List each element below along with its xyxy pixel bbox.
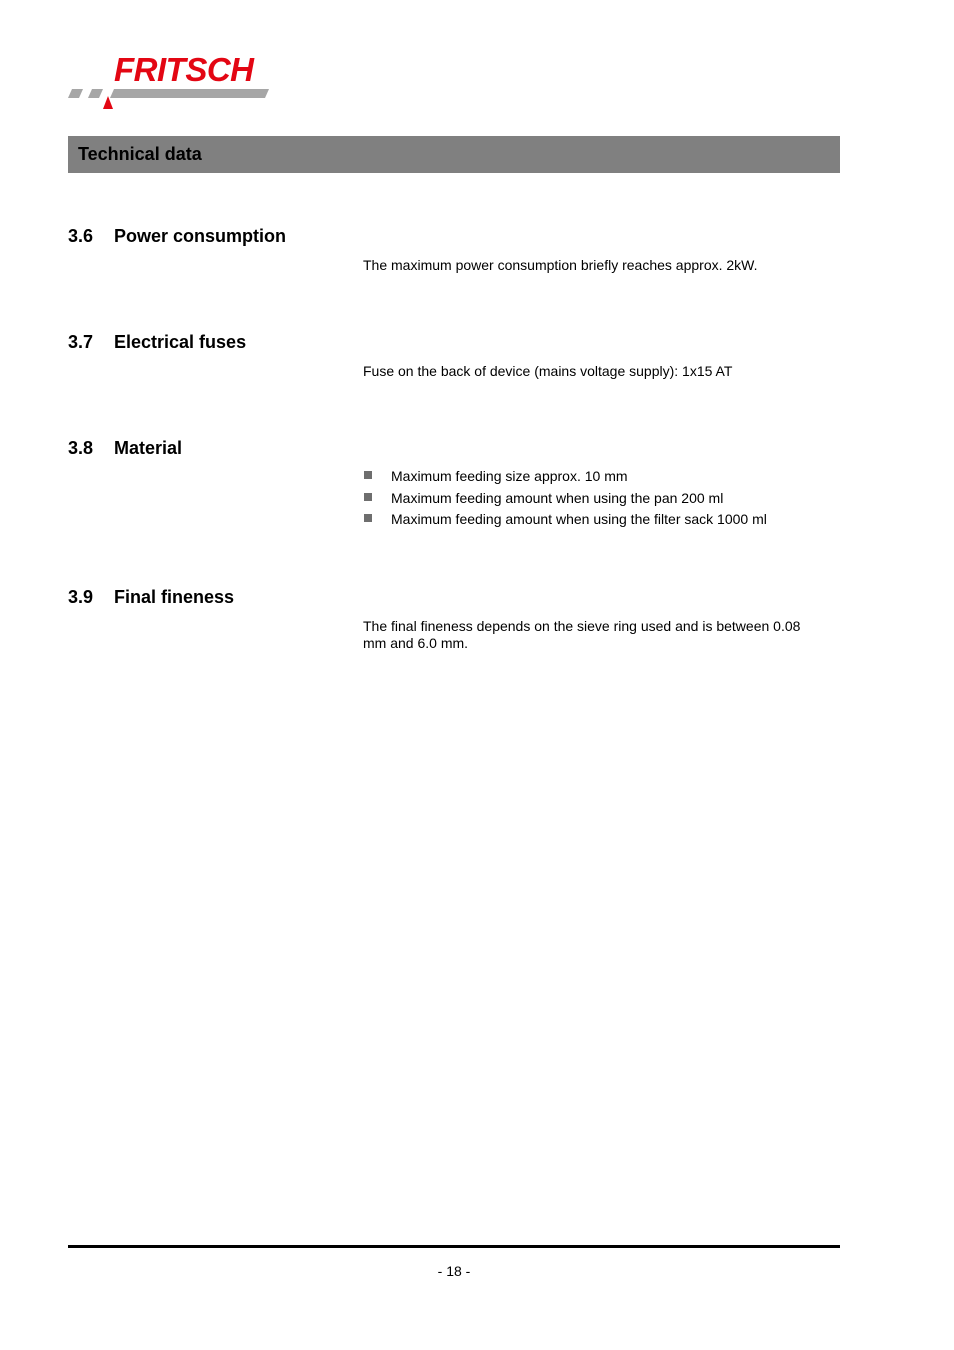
section-number: 3.9 bbox=[68, 587, 94, 607]
material-bullet-list bbox=[363, 468, 767, 533]
list-item bbox=[363, 511, 767, 533]
list-item-text: Maximum feeding amount when using the filter sack 1000 ml bbox=[391, 511, 767, 527]
logo-bar bbox=[110, 89, 269, 98]
list-item-text: Maximum feeding amount when using the pan 200 ml bbox=[391, 489, 724, 506]
section-heading-electrical-fuses bbox=[68, 331, 246, 353]
section-heading-power-consumption bbox=[68, 225, 286, 247]
section-number: 3.6 bbox=[68, 226, 94, 246]
electrical-fuses-text: Fuse on the back of device (mains voltage supply): 1x15 AT bbox=[363, 363, 733, 379]
logo-stripe-1 bbox=[68, 89, 83, 98]
section-title: Electrical fuses bbox=[114, 332, 247, 352]
footer-rule bbox=[68, 1245, 840, 1248]
chapter-title: Technical data bbox=[78, 144, 202, 164]
square-bullet-icon bbox=[364, 471, 372, 479]
section-heading-material bbox=[68, 437, 182, 459]
section-number: 3.8 bbox=[68, 438, 94, 458]
logo-stripe-2 bbox=[88, 89, 103, 98]
section-heading-final-fineness bbox=[68, 586, 234, 608]
page-number: - 18 - bbox=[437, 1263, 471, 1279]
square-bullet-icon bbox=[364, 493, 372, 501]
fritsch-logo bbox=[66, 52, 286, 112]
chapter-header-bar bbox=[68, 136, 840, 173]
section-title: Material bbox=[114, 438, 183, 458]
section-title: Final fineness bbox=[114, 587, 235, 607]
section-number: 3.7 bbox=[68, 332, 94, 352]
section-title: Power consumption bbox=[114, 226, 287, 246]
list-item-text: Maximum feeding size approx. 10 mm bbox=[391, 468, 628, 484]
list-item bbox=[363, 468, 767, 490]
list-item bbox=[363, 490, 767, 512]
logo-wordmark: FRITSCH bbox=[114, 51, 254, 88]
square-bullet-icon bbox=[364, 514, 372, 522]
final-fineness-text: The final fineness depends on the sieve ring used and is between 0.08 mm and 6.0 mm. bbox=[363, 618, 801, 651]
power-consumption-text: The maximum power consumption briefly reaches approx. 2kW. bbox=[363, 257, 758, 273]
